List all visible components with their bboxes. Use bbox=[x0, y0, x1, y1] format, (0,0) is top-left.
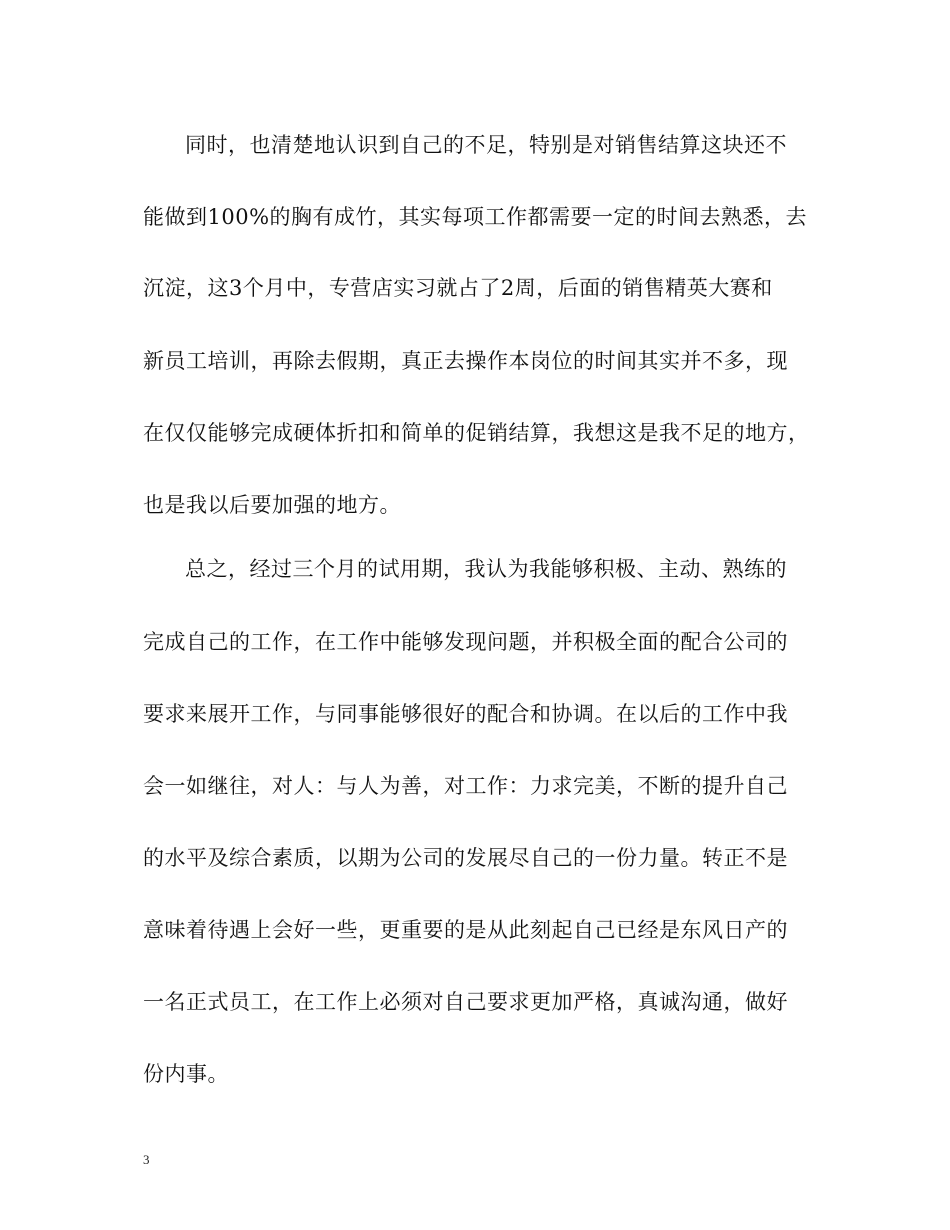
text-line-5: 在仅仅能够完成硬体折扣和简单的促销结算，我想这是我不足的地方， bbox=[143, 421, 810, 445]
text-line-3: 沉淀，这3个月中，专营店实习就占了2周，后面的销售精英大赛和 bbox=[143, 276, 773, 300]
text-line-6: 也是我以后要加强的地方。 bbox=[143, 493, 401, 517]
page-number: 3 bbox=[143, 1152, 150, 1167]
text-line-4: 新员工培训，再除去假期，真正去操作本岗位的时间其实并不多，现 bbox=[143, 349, 788, 373]
text-line-12: 意味着待遇上会好一些，更重要的是从此刻起自己已经是东风日产的 bbox=[143, 918, 788, 942]
text-line-9: 要求来展开工作，与同事能够很好的配合和协调。在以后的工作中我 bbox=[143, 702, 788, 726]
text-line-2: 能做到100%的胸有成竹，其实每项工作都需要一定的时间去熟悉，去 bbox=[143, 205, 808, 229]
text-line-11: 的水平及综合素质，以期为公司的发展尽自己的一份力量。转正不是 bbox=[143, 846, 788, 870]
text-line-13: 一名正式员工，在工作上必须对自己要求更加严格，真诚沟通，做好 bbox=[143, 990, 788, 1014]
text-line-10: 会一如继往，对人：与人为善，对工作：力求完美，不断的提升自己 bbox=[143, 774, 788, 798]
text-line-1: 同时，也清楚地认识到自己的不足，特别是对销售结算这块还不 bbox=[185, 133, 787, 157]
text-line-14: 份内事。 bbox=[143, 1062, 229, 1086]
text-line-7: 总之，经过三个月的试用期，我认为我能够积极、主动、熟练的 bbox=[185, 557, 787, 581]
text-line-8: 完成自己的工作，在工作中能够发现问题，并积极全面的配合公司的 bbox=[143, 630, 788, 654]
